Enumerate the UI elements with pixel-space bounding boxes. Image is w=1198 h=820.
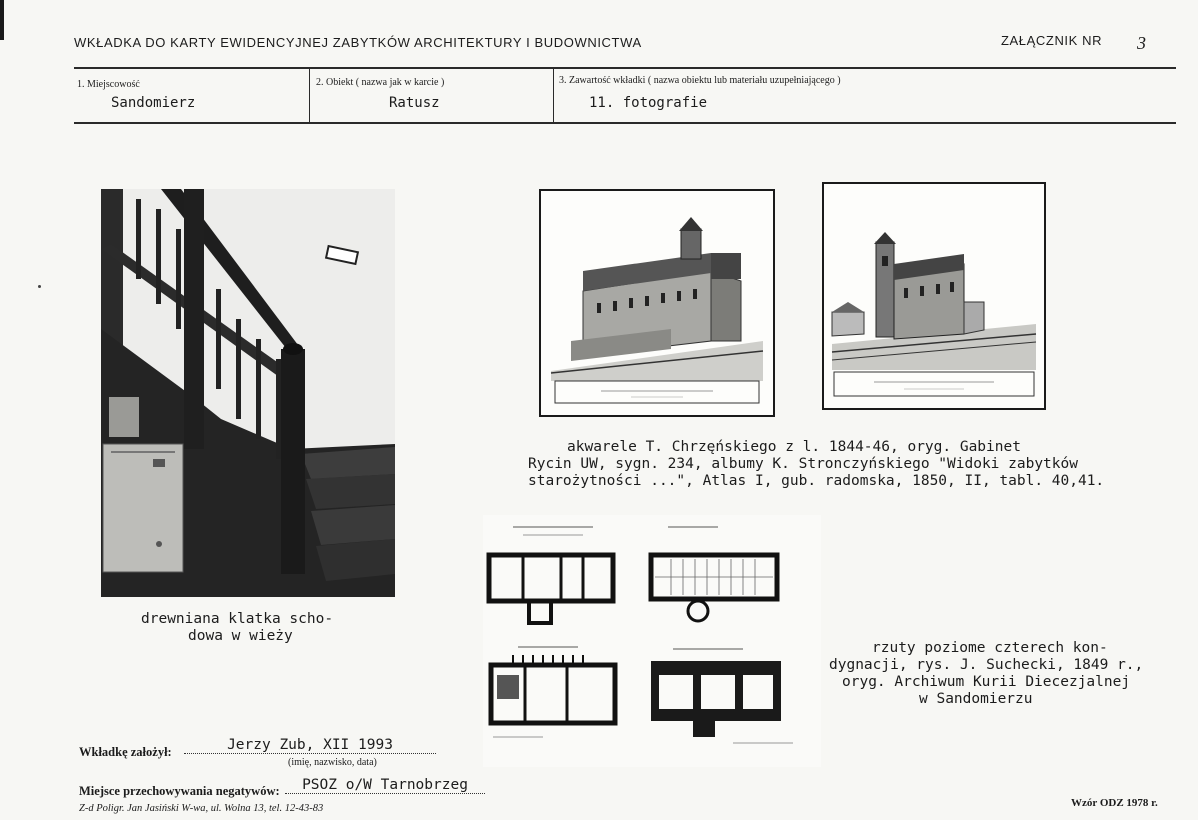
table-top-rule (74, 67, 1176, 69)
town-hall-watercolor-icon (824, 184, 1044, 408)
content-value: 11. fotografie (589, 95, 708, 111)
plans-caption-line4: w Sandomierzu (919, 691, 1033, 707)
plans-caption-line3: oryg. Archiwum Kurii Diecezjalnej (842, 674, 1131, 690)
plans-caption-line2: dygnacji, rys. J. Suchecki, 1849 r., (829, 657, 1144, 673)
watercolor-1 (539, 189, 775, 417)
page-edge-mark (0, 0, 4, 40)
founded-label: Wkładkę założył: (79, 745, 172, 759)
object-label: 2. Obiekt ( nazwa jak w karcie ) (316, 77, 445, 88)
locality-value: Sandomierz (111, 95, 196, 111)
punch-dot (38, 285, 41, 288)
watercolor-caption-line2: Rycin UW, sygn. 234, albumy K. Stronczyńskiego "Widoki zabytków (528, 456, 1078, 472)
floor-plan-icon (483, 515, 821, 767)
floor-plans-sheet (483, 515, 821, 767)
table-divider (553, 69, 554, 122)
form-title: WKŁADKA DO KARTY EWIDENCYJNEJ ZABYTKÓW ARCHITEKTURY I BUDOWNICTWA (74, 35, 642, 50)
content-label: 3. Zawartość wkładki ( nazwa obiektu lub materiału uzupełniającego ) (559, 75, 841, 86)
founded-value: Jerzy Zub, XII 1993 (184, 737, 436, 754)
stair-caption-line1: drewniana klatka scho- (141, 611, 334, 627)
staircase-illustration (101, 189, 395, 597)
watercolor-caption-line1: akwarele T. Chrzęńskiego z l. 1844-46, oryg. Gabinet (567, 439, 1021, 455)
town-hall-watercolor-icon (541, 191, 773, 415)
staircase-photo (101, 189, 395, 597)
table-divider (309, 69, 310, 122)
annex-label: ZAŁĄCZNIK NR (1001, 33, 1103, 48)
plans-caption-line1: rzuty poziome czterech kon- (872, 640, 1108, 656)
storage-value: PSOZ o/W Tarnobrzeg (285, 777, 485, 794)
table-bottom-rule (74, 122, 1176, 124)
watercolor-2 (822, 182, 1046, 410)
storage-label: Miejsce przechowywania negatywów: (79, 784, 280, 798)
annex-number: 3 (1137, 33, 1146, 53)
template-mark: Wzór ODZ 1978 r. (1071, 797, 1158, 809)
founded-hint: (imię, nazwisko, data) (288, 757, 377, 768)
watercolor-caption-line3: starożytności ...", Atlas I, gub. radomska, 1850, II, tabl. 40,41. (528, 473, 1105, 489)
stair-caption-line2: dowa w wieży (188, 628, 293, 644)
printer-imprint: Z-d Poligr. Jan Jasiński W-wa, ul. Wolna 13, tel. 12-43-83 (79, 803, 324, 814)
object-value: Ratusz (389, 95, 440, 111)
locality-label: 1. Miejscowość (77, 79, 140, 90)
